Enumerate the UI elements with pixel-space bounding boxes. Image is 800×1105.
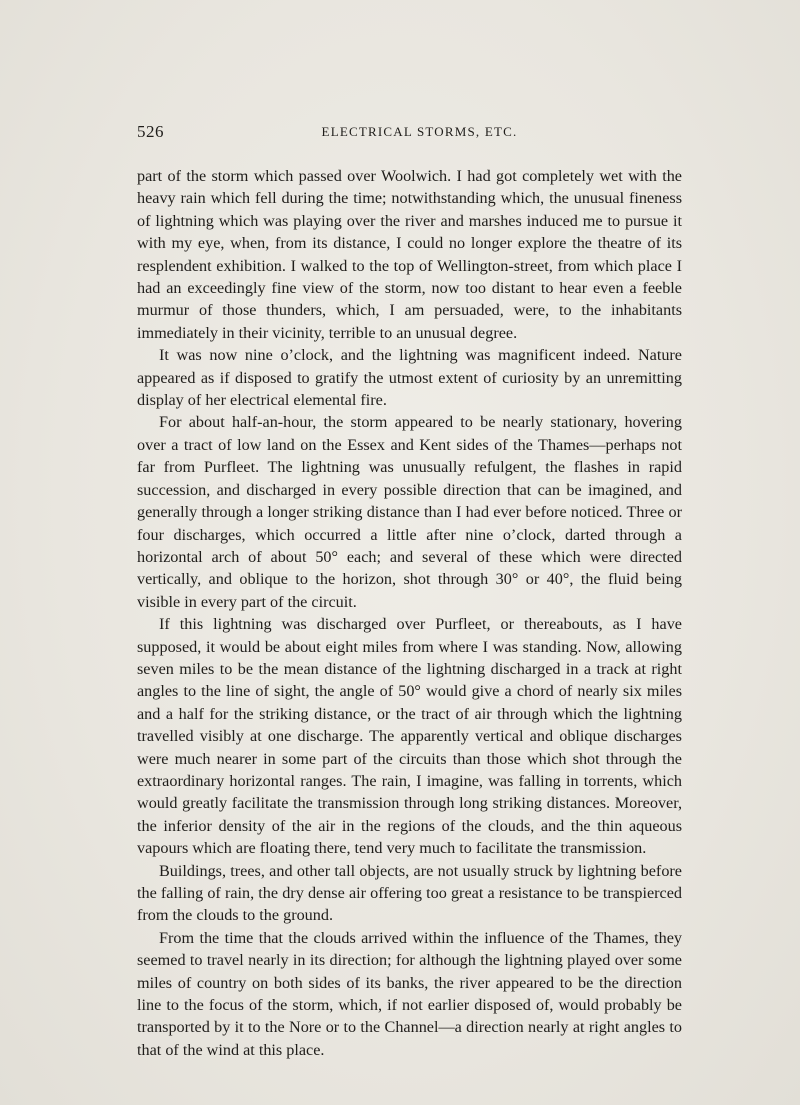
body-text bbox=[137, 165, 682, 1061]
running-title: ELECTRICAL STORMS, ETC. bbox=[321, 124, 518, 139]
paragraph: If this lightning was discharged over Purfleet, or thereabouts, as I have supposed, it would be about eight miles from where I was standing. Now, allowing seven miles to be the mean distance of the lightning discharged in a track at right angles to the line of sight, the angle of 50° would give a chord of nearly six miles and a half for the striking distance, or the tract of air through which the lightning travelled visibly at one discharge. The apparently vertical and oblique discharges were much nearer in some part of the circuits than those which shot through the extraordinary horizontal ranges. The rain, I imagine, was falling in torrents, which would greatly facilitate the transmission through long striking distances. Moreover, the inferior density of the air in the regions of the clouds, and the thin aqueous vapours which are floating there, tend very much to facilitate the transmission. bbox=[137, 615, 682, 858]
paragraph: From the time that the clouds arrived within the influence of the Thames, they seemed to travel nearly in its direction; for although the lightning played over some miles of country on both sides of its banks, the river appeared to be the direction line to the focus of the storm, which, if not earlier disposed of, would probably be transported by it to the Nore or to the Channel—a direction nearly at right angles to that of the wind at this place. bbox=[137, 928, 682, 1059]
page-number: 526 bbox=[137, 122, 164, 141]
paragraph: It was now nine o’clock, and the lightning was magnificent indeed. Nature appeared as if disposed to gratify the utmost extent of curiosity by an unremitting display of her electrical elemental fire. bbox=[137, 346, 682, 410]
paragraph: Buildings, trees, and other tall objects, are not usually struck by lightning before the falling of rain, the dry dense air offering too great a resistance to be transpierced from the clouds to the ground. bbox=[137, 861, 682, 925]
paragraph: part of the storm which passed over Woolwich. I had got completely wet with the heavy rain which fell during the time; notwithstanding which, the unusual fineness of lightning which was playing over the river and marshes induced me to pursue it with my eye, when, from its distance, I could no longer explore the theatre of its resplendent exhibition. I walked to the top of Wellington-street, from which place I had an exceedingly fine view of the storm, now too distant to hear even a feeble murmur of those thunders, which, I am persuaded, were, to the inhabitants immediately in their vicinity, terrible to an unusual degree. bbox=[137, 167, 682, 342]
paragraph: For about half-an-hour, the storm appeared to be nearly stationary, hovering over a tract of low land on the Essex and Kent sides of the Thames—perhaps not far from Purfleet. The lightning was unusually refulgent, the flashes in rapid succession, and discharged in every possible direction that can be imagined, and generally through a longer striking distance than I had ever before noticed. Three or four discharges, which occurred a little after nine o’clock, darted through a horizontal arch of about 50° each; and several of these which were directed vertically, and oblique to the horizon, shot through 30° or 40°, the fluid being visible in every part of the circuit. bbox=[137, 413, 682, 611]
page-header bbox=[137, 122, 682, 146]
